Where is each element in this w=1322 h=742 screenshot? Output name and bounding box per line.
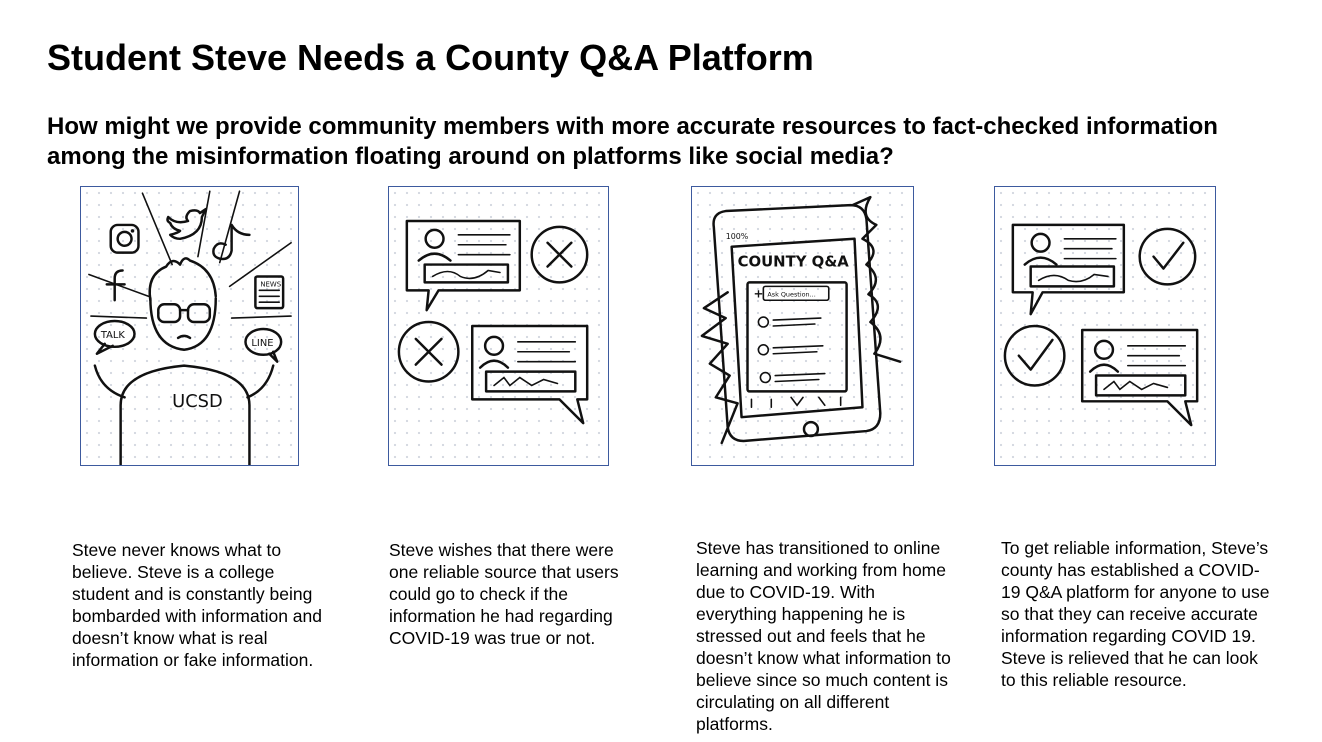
sketch-county-qa-phone (692, 187, 913, 465)
twitter-icon (168, 209, 206, 239)
svg-text:+: + (753, 286, 764, 301)
chat-bubble-icon (1013, 225, 1124, 314)
storyboard-panel-1 (80, 186, 299, 466)
shirt-text: UCSD (172, 391, 223, 413)
storyboard-panel-4 (994, 186, 1216, 466)
panel-2-caption: Steve wishes that there were one reliable source that users could go to check if the information he had regarding COVID-19 was true or not. (389, 540, 619, 648)
chat-bubble-icon (407, 221, 520, 310)
chat-bubble-icon (472, 326, 587, 423)
check-mark-icon (1005, 326, 1064, 385)
instagram-icon (111, 225, 139, 253)
how-might-we-question: How might we provide community members with more accurate resources to fact-checked information among the misinformation floating around on platforms like social media? (47, 113, 1218, 170)
tiktok-icon (213, 225, 249, 259)
steve-character (95, 258, 273, 464)
app-title: COUNTY Q&A (737, 252, 849, 271)
line-speech-bubble (245, 329, 281, 362)
chat-bubble-icon (1082, 330, 1197, 425)
sketch-conflicting-info (389, 187, 608, 465)
page-title: Student Steve Needs a County Q&A Platform (47, 37, 814, 78)
ask-question-button: Ask Question... (767, 290, 816, 299)
battery-status: 100% (725, 231, 749, 241)
news-label: NEWS (260, 280, 282, 289)
x-mark-icon (532, 227, 587, 282)
phone-icon (714, 205, 881, 441)
sketch-steve-bombarded (81, 187, 298, 465)
newspaper-icon (255, 276, 283, 308)
check-mark-icon (1140, 229, 1195, 284)
storyboard-panel-2 (388, 186, 609, 466)
panel-1-caption: Steve never knows what to believe. Steve is a college student and is constantly being bombarded with information and doesn’t know what is real information or fake information. (72, 540, 323, 670)
facebook-icon (107, 271, 125, 301)
line-bubble-text: LINE (251, 337, 274, 349)
storyboard-panel-3 (691, 186, 914, 466)
talk-bubble-text: TALK (100, 329, 125, 341)
panel-3-caption: Steve has transitioned to online learning and working from home due to COVID-19. With everything happening he is stressed out and feels that he doesn’t know what information to believe since so much content is circulating on all different platforms. (696, 538, 951, 734)
sketch-verified-info (995, 187, 1215, 465)
panel-4-caption: To get reliable information, Steve’s county has established a COVID-19 Q&A platform for anyone to use so that they can receive accurate information regarding COVID 19. Steve is relieved that he can look to this reliable resource. (1001, 538, 1270, 690)
talk-speech-bubble (95, 321, 135, 354)
x-mark-icon (399, 322, 458, 381)
